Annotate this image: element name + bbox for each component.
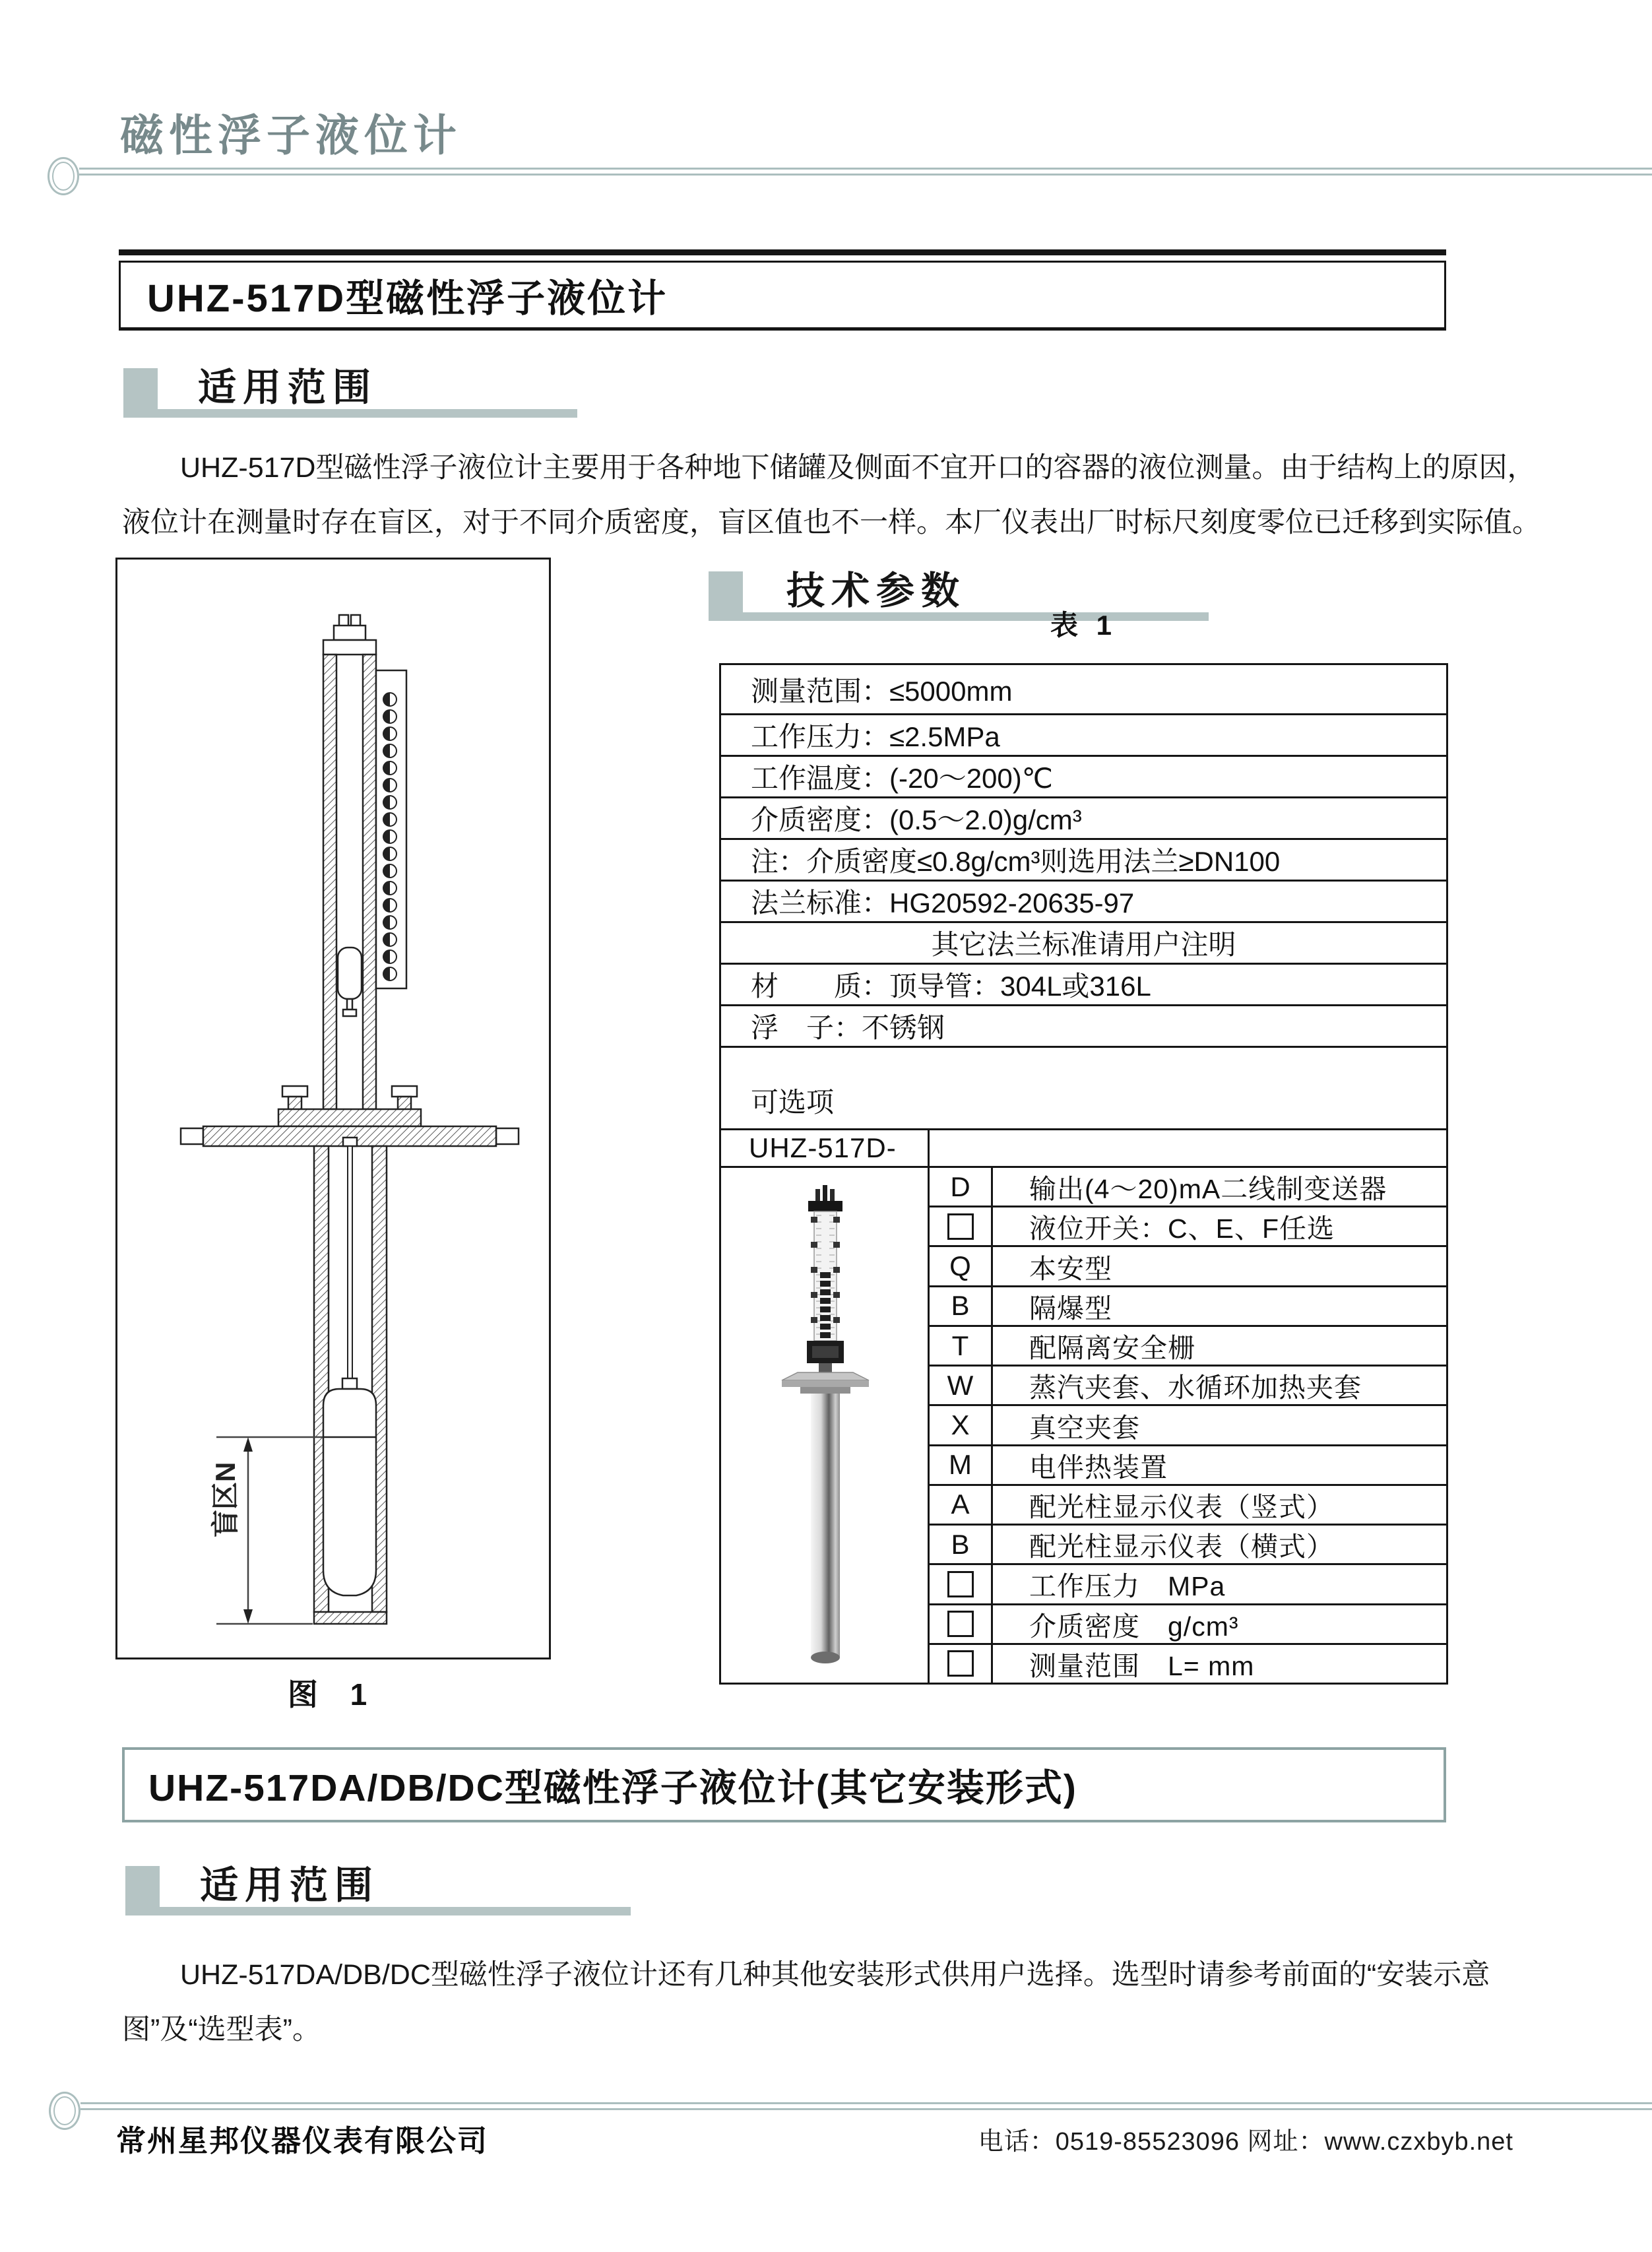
table1-label: 表 1	[1050, 610, 1118, 641]
model1-title-box	[119, 261, 1446, 331]
options-area	[721, 1168, 1446, 1683]
option-code-cell: T	[930, 1327, 993, 1365]
level-gauge-cross-section-diagram	[117, 560, 549, 1657]
option-row	[930, 1605, 1446, 1645]
option-row	[930, 1247, 1446, 1287]
option-code-cell: Q	[930, 1247, 993, 1285]
spec-row: 介质密度：(0.5～2.0)g/cm³	[721, 798, 1446, 840]
option-code-cell: B	[930, 1287, 993, 1325]
spec-row: 材 质：顶导管：304L或316L	[721, 965, 1446, 1006]
paragraph-line: UHZ-517DA/DB/DC型磁性浮子液位计还有几种其他安装形式供用户选择。选型时请参考前面的“安装示意	[180, 1959, 1490, 1991]
model-prefix: UHZ-517D-	[721, 1130, 930, 1166]
option-row	[930, 1565, 1446, 1605]
option-code-cell: M	[930, 1446, 993, 1484]
spec-row: 注：介质密度≤0.8g/cm³则选用法兰≥DN100	[721, 840, 1446, 882]
option-description: 输出(4～20)mA二线制变送器	[1029, 1174, 1387, 1205]
footer-contact-info: 电话：0519-85523096 网址：www.czxbyb.net	[978, 2128, 1513, 2156]
option-code-cell: X	[930, 1406, 993, 1444]
spec-row: 法兰标准：HG20592-20635-97	[721, 882, 1446, 923]
option-description: 液位开关：C、E、F任选	[1029, 1213, 1335, 1244]
section1-square-bullet	[123, 368, 158, 409]
option-checkbox	[947, 1650, 974, 1677]
option-row	[930, 1168, 1446, 1207]
product-photo-cell	[721, 1168, 930, 1683]
section1-underline	[123, 409, 577, 418]
option-description: 本安型	[1029, 1253, 1112, 1284]
option-code-cell: B	[930, 1526, 993, 1563]
option-row	[930, 1367, 1446, 1406]
technical-parameters-table	[719, 663, 1448, 1685]
model1-title: UHZ-517D型磁性浮子液位计	[147, 277, 668, 320]
spec-row: 工作温度：(-20～200)℃	[721, 757, 1446, 798]
tech-section-heading: 技术参数	[786, 569, 967, 612]
bicolor-indicator-balls	[383, 693, 397, 981]
product-photo	[721, 1168, 928, 1689]
option-checkbox	[947, 1571, 974, 1597]
option-description: 介质密度 g/cm³	[1029, 1611, 1239, 1642]
optional-items-label-row	[721, 1048, 1446, 1130]
option-row	[930, 1207, 1446, 1247]
paragraph-line: 图”及“选型表”。	[122, 2014, 321, 2045]
blind-zone-label: 盲区N	[210, 1462, 241, 1537]
paragraph-line: UHZ-517D型磁性浮子液位计主要用于各种地下储罐及侧面不宜开口的容器的液位测量。由于结构上的原因，	[180, 452, 1536, 484]
section1-heading: 适用范围	[198, 366, 378, 409]
option-row	[930, 1486, 1446, 1526]
option-description: 配隔离安全栅	[1029, 1333, 1195, 1364]
option-code-cell	[930, 1565, 993, 1603]
header-ring-ornament	[48, 157, 79, 195]
option-code-cell: D	[930, 1168, 993, 1206]
page-header-title: 磁性浮子液位计	[120, 111, 462, 160]
option-description: 隔爆型	[1029, 1293, 1112, 1324]
footer-divider-line	[80, 2102, 1652, 2110]
footer-ring-ornament	[49, 2092, 80, 2130]
spec-row: 其它法兰标准请用户注明	[721, 923, 1446, 965]
option-description: 配光柱显示仪表（横式）	[1029, 1531, 1334, 1562]
model2-title: UHZ-517DA/DB/DC型磁性浮子液位计(其它安装形式)	[148, 1767, 1077, 1809]
option-description: 电伴热装置	[1029, 1452, 1168, 1483]
option-row	[930, 1327, 1446, 1367]
option-description: 配光柱显示仪表（竖式）	[1029, 1492, 1334, 1522]
option-row	[930, 1406, 1446, 1446]
section2-underline	[125, 1907, 631, 1915]
section2-paragraph	[122, 1948, 1550, 2057]
option-description: 测量范围 L= mm	[1029, 1650, 1255, 1681]
option-rows	[930, 1168, 1446, 1683]
footer-company-name: 常州星邦仪器仪表有限公司	[116, 2124, 489, 2158]
option-row	[930, 1526, 1446, 1565]
option-code-cell	[930, 1207, 993, 1245]
option-checkbox	[947, 1611, 974, 1637]
spec-row: 测量范围：≤5000mm	[721, 665, 1446, 715]
option-code-cell	[930, 1645, 993, 1683]
figure1-drawing	[115, 558, 551, 1659]
option-row	[930, 1446, 1446, 1486]
model2-title-box	[122, 1747, 1446, 1822]
option-checkbox	[947, 1213, 974, 1240]
model-prefix-blank-cell	[930, 1130, 1446, 1166]
section2-square-bullet	[125, 1866, 160, 1907]
section2-heading: 适用范围	[200, 1864, 380, 1907]
optional-items-label: 可选项	[751, 1087, 835, 1118]
header-divider-line	[79, 168, 1652, 176]
spec-row: 工作压力：≤2.5MPa	[721, 715, 1446, 757]
option-description: 蒸汽夹套、水循环加热夹套	[1029, 1372, 1362, 1403]
option-code-cell	[930, 1605, 993, 1643]
paragraph-line: 液位计在测量时存在盲区，对于不同介质密度，盲区值也不一样。本厂仪表出厂时标尺刻度零位已迁移到实际值。	[122, 507, 1541, 538]
section1-paragraph	[122, 441, 1550, 550]
option-code-cell: W	[930, 1367, 993, 1404]
spec-row: 浮 子：不锈钢	[721, 1006, 1446, 1048]
option-row	[930, 1287, 1446, 1327]
option-row	[930, 1645, 1446, 1683]
option-code-cell: A	[930, 1486, 993, 1524]
title-box-top-rule	[119, 249, 1446, 255]
option-description: 真空夹套	[1029, 1412, 1140, 1443]
option-description: 工作压力 MPa	[1029, 1571, 1226, 1602]
model-prefix-row	[721, 1130, 1446, 1168]
figure1-caption: 图 1	[287, 1677, 379, 1712]
